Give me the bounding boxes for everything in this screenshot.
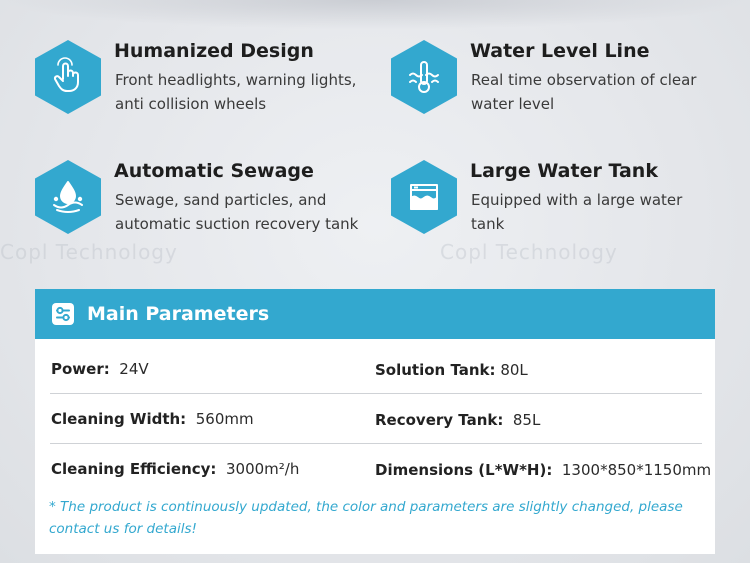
disclaimer-note: * The product is continuously updated, the color and parameters are slightly changed, please contact us for details!	[49, 499, 683, 537]
row-divider	[50, 443, 702, 444]
water-level-icon	[391, 40, 457, 114]
param-solution-tank: Solution Tank: 80L	[375, 361, 528, 379]
top-shadow	[0, 0, 750, 30]
feature-description: Real time observation of clear water level	[471, 71, 697, 113]
watermark: Copl Technology	[0, 240, 178, 264]
param-recovery-tank: Recovery Tank: 85L	[375, 411, 541, 429]
water-tank-icon	[391, 160, 457, 234]
param-cleaning-efficiency: Cleaning Efficiency: 3000m²/h	[51, 460, 300, 478]
feature-description: Sewage, sand particles, and automatic suction recovery tank	[115, 191, 359, 233]
feature-title: Automatic Sewage	[114, 160, 314, 182]
feature-title: Humanized Design	[114, 40, 314, 62]
param-cleaning-width: Cleaning Width: 560mm	[51, 410, 254, 428]
panel-header	[35, 289, 715, 339]
water-drop-splash-icon	[35, 160, 101, 234]
row-divider	[50, 393, 702, 394]
param-power: Power: 24V	[51, 360, 149, 378]
panel-title: Main Parameters	[87, 303, 270, 325]
param-dimensions: Dimensions (L*W*H): 1300*850*1150mm	[375, 461, 712, 479]
feature-description: Equipped with a large water tank	[471, 191, 683, 233]
feature-title: Water Level Line	[470, 40, 650, 62]
feature-description: Front headlights, warning lights, anti collision wheels	[115, 71, 357, 113]
watermark: Copl Technology	[440, 240, 618, 264]
main-parameters-panel	[35, 289, 715, 554]
touch-hand-icon	[35, 40, 101, 114]
feature-title: Large Water Tank	[470, 160, 658, 182]
sliders-icon	[52, 303, 74, 325]
